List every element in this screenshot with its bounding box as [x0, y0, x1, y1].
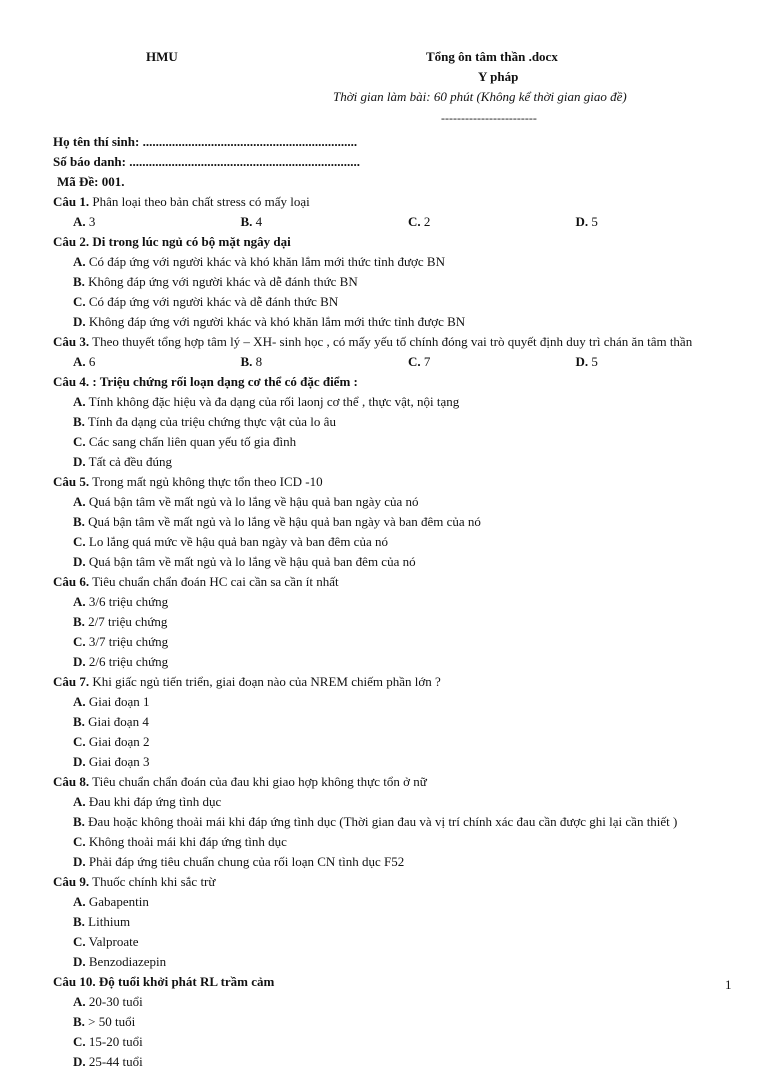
option-text: 4 [252, 214, 263, 229]
option-text: Quá bận tâm về mất ngủ và lo lắng về hậu quả ban ngày của nó [85, 494, 419, 509]
option-text: Giai đoạn 4 [84, 714, 149, 729]
option-letter: A. [73, 254, 86, 269]
option-text: 5 [588, 354, 598, 369]
option-text: 15-20 tuổi [85, 1034, 143, 1049]
question-stem [53, 372, 743, 392]
question-text: Tiêu chuẩn chẩn đoán HC cai cần sa cần ít nhất [89, 574, 339, 589]
option-letter: B. [73, 714, 85, 729]
option-letter: D. [73, 754, 86, 769]
question-stem [53, 332, 743, 352]
question-number: Câu 3. [53, 334, 90, 349]
option-letter: C. [73, 434, 86, 449]
option-text: Tính không đặc hiệu và đa dạng của rối laonj cơ thể , thực vật, nội tạng [85, 394, 460, 409]
option-text: Tính đa dạng của triệu chứng thực vật của lo âu [84, 414, 336, 429]
answer-option-a [73, 592, 411, 612]
option-letter: A. [73, 794, 86, 809]
option-text: Các sang chấn liên quan yếu tố gia đình [85, 434, 297, 449]
answer-option-c [73, 532, 743, 552]
question-9 [53, 872, 743, 972]
header-divider: ------------------------ [441, 111, 537, 125]
question-6 [53, 572, 743, 672]
option-text: Lo lắng quá mức về hậu quả ban ngày và ban đêm của nó [85, 534, 388, 549]
question-number: Câu 8. [53, 774, 90, 789]
option-text: 8 [252, 354, 263, 369]
option-text: Quá bận tâm về mất ngủ và lo lắng về hậu quả ban ngày và ban đêm của nó [84, 514, 481, 529]
option-letter: B. [73, 414, 85, 429]
option-letter: C. [73, 534, 86, 549]
answer-option-d [576, 352, 744, 372]
answer-options [53, 492, 743, 572]
answer-option-b [73, 272, 743, 292]
question-stem [53, 672, 743, 692]
option-letter: C. [408, 214, 421, 229]
answer-option-d [73, 552, 743, 572]
answer-option-d [73, 452, 743, 472]
answer-options [53, 692, 743, 772]
answer-option-d [73, 1052, 411, 1072]
option-text: 6 [85, 354, 96, 369]
option-letter: A. [73, 694, 86, 709]
question-number: Câu 5. [53, 474, 90, 489]
answer-options [53, 392, 743, 472]
question-stem [53, 572, 743, 592]
answer-option-b [73, 612, 411, 632]
answer-option-a [73, 392, 743, 412]
answer-option-d [73, 852, 743, 872]
question-2 [53, 232, 743, 332]
option-text: > 50 tuổi [84, 1014, 136, 1029]
question-number: Câu 2. [53, 234, 90, 249]
answer-option-a [73, 352, 241, 372]
answer-option-d [73, 652, 411, 672]
answer-option-c [73, 1032, 411, 1052]
answer-options [53, 992, 743, 1072]
answer-options [53, 792, 743, 872]
option-letter: C. [408, 354, 421, 369]
option-letter: A. [73, 894, 86, 909]
option-letter: B. [73, 614, 85, 629]
option-letter: D. [575, 214, 589, 229]
answer-option-b [73, 512, 743, 532]
question-text: Thuốc chính khi sắc trừ [89, 874, 216, 889]
question-number: Câu 1. [53, 194, 90, 209]
option-text: Benzodiazepin [85, 954, 167, 969]
option-letter: C. [73, 634, 86, 649]
option-letter: A. [73, 214, 86, 229]
answer-option-b [73, 912, 411, 932]
option-text: Có đáp ứng với người khác và dễ đánh thức BN [85, 294, 339, 309]
question-number: Câu 4. [53, 374, 90, 389]
option-letter: A. [73, 594, 86, 609]
question-text: Phân loại theo bản chất stress có mấy loại [89, 194, 310, 209]
answer-option-d [576, 212, 744, 232]
answer-option-b [73, 712, 411, 732]
option-letter: D. [73, 1054, 86, 1069]
option-text: 2/7 triệu chứng [84, 614, 168, 629]
option-letter: D. [73, 854, 86, 869]
question-list [53, 192, 743, 1072]
option-letter: C. [73, 734, 86, 749]
option-text: Lithium [84, 914, 131, 929]
option-letter: B. [73, 274, 85, 289]
answer-option-c [408, 212, 576, 232]
option-text: 3/7 triệu chứng [85, 634, 169, 649]
option-letter: A. [73, 494, 86, 509]
question-text: Theo thuyết tổng hợp tâm lý – XH- sinh học , có mấy yếu tố chính đóng vai trò quyết định duy trì chán ăn tâm thần [89, 334, 693, 349]
option-letter: B. [73, 814, 85, 829]
option-letter: D. [73, 954, 86, 969]
answer-option-a [73, 492, 743, 512]
option-text: 20-30 tuổi [85, 994, 143, 1009]
question-text: Di trong lúc ngủ có bộ mặt ngây dại [89, 234, 291, 249]
answer-option-c [73, 932, 411, 952]
option-text: Phải đáp ứng tiêu chuẩn chung của rối loạn CN tình dục F52 [85, 854, 405, 869]
question-1 [53, 192, 743, 232]
answer-options [53, 352, 743, 372]
option-text: 5 [588, 214, 598, 229]
question-number: Câu 9. [53, 874, 90, 889]
option-letter: D. [73, 454, 86, 469]
question-text: Tiêu chuẩn chẩn đoán của đau khi giao hợp không thực tổn ở nữ [89, 774, 427, 789]
question-text: Trong mất ngủ không thực tổn theo ICD -10 [89, 474, 323, 489]
answer-option-c [73, 632, 411, 652]
option-text: Không thoải mái khi đáp ứng tình dục [85, 834, 287, 849]
answer-options [53, 892, 743, 972]
option-letter: D. [73, 314, 86, 329]
answer-option-a [73, 692, 411, 712]
option-text: Đau hoặc không thoải mái khi đáp ứng tình dục (Thời gian đau và vị trí chính xác đau cần được ghi lại cần thiết ) [84, 814, 678, 829]
option-letter: C. [73, 934, 86, 949]
question-text: : Triệu chứng rối loạn dạng cơ thể có đặc điểm : [89, 374, 358, 389]
option-text: 7 [420, 354, 431, 369]
answer-options [53, 592, 743, 672]
option-text: Không đáp ứng với người khác và dễ đánh thức BN [84, 274, 358, 289]
answer-option-a [73, 252, 743, 272]
question-stem [53, 472, 743, 492]
option-letter: A. [73, 354, 86, 369]
answer-option-c [73, 732, 411, 752]
question-7 [53, 672, 743, 772]
option-letter: B. [73, 514, 85, 529]
question-stem [53, 872, 743, 892]
option-text: 2/6 triệu chứng [85, 654, 169, 669]
option-letter: A. [73, 394, 86, 409]
question-stem [53, 192, 743, 212]
answer-option-d [73, 752, 411, 772]
question-number: Câu 7. [53, 674, 90, 689]
question-10 [53, 972, 743, 1072]
option-text: 25-44 tuổi [85, 1054, 143, 1069]
school-name: HMU [146, 49, 178, 64]
option-text: 3 [85, 214, 96, 229]
option-letter: B. [240, 214, 253, 229]
page-number: 1 [725, 977, 732, 992]
option-text: Tất cả đều đúng [85, 454, 173, 469]
option-text: Đau khi đáp ứng tình dục [85, 794, 222, 809]
option-letter: D. [575, 354, 589, 369]
question-3 [53, 332, 743, 372]
option-letter: C. [73, 834, 86, 849]
document-title: Tổng ôn tâm thần .docx [426, 49, 558, 64]
answer-option-a [73, 892, 411, 912]
answer-option-a [73, 992, 411, 1012]
question-number: Câu 6. [53, 574, 90, 589]
time-note: Thời gian làm bài: 60 phút (Không kể thời gian giao đề) [333, 89, 627, 104]
option-text: Giai đoạn 2 [85, 734, 150, 749]
answer-option-d [73, 312, 743, 332]
answer-option-c [73, 832, 743, 852]
answer-option-b [73, 812, 743, 832]
answer-option-c [408, 352, 576, 372]
answer-option-d [73, 952, 411, 972]
option-text: Valproate [85, 934, 139, 949]
option-letter: C. [73, 294, 86, 309]
answer-option-b [73, 412, 743, 432]
option-text: Quá bận tâm về mất ngủ và lo lắng về hậu quả ban đêm của nó [85, 554, 416, 569]
option-text: Giai đoạn 3 [85, 754, 150, 769]
question-number: Câu 10. [53, 974, 96, 989]
option-text: 2 [420, 214, 431, 229]
answer-options [53, 212, 743, 232]
option-letter: A. [73, 994, 86, 1009]
option-letter: B. [240, 354, 253, 369]
student-name-line: Họ tên thí sinh: .................................................................. [53, 134, 358, 149]
option-text: 3/6 triệu chứng [85, 594, 169, 609]
question-5 [53, 472, 743, 572]
option-text: Có đáp ứng với người khác và khó khăn lắm mới thức tỉnh được BN [85, 254, 445, 269]
answer-option-a [73, 792, 743, 812]
answer-option-b [241, 212, 409, 232]
answer-option-c [73, 432, 743, 452]
option-letter: B. [73, 914, 85, 929]
question-stem [53, 232, 743, 252]
question-4 [53, 372, 743, 472]
question-text: Khi giấc ngủ tiến triển, giai đoạn nào của NREM chiếm phần lớn ? [89, 674, 441, 689]
answer-option-c [73, 292, 743, 312]
option-text: Gabapentin [85, 894, 149, 909]
option-letter: D. [73, 554, 86, 569]
student-id-line: Số báo danh: ....................................................................... [53, 154, 360, 169]
question-text: Độ tuổi khởi phát RL trầm cảm [95, 974, 275, 989]
option-text: Không đáp ứng với người khác và khó khăn lắm mới thức tỉnh được BN [85, 314, 466, 329]
exam-code: Mã Đề: 001. [57, 174, 125, 189]
question-stem [53, 772, 743, 792]
option-text: Giai đoạn 1 [85, 694, 150, 709]
question-8 [53, 772, 743, 872]
subject-title: Y pháp [478, 69, 519, 84]
option-letter: D. [73, 654, 86, 669]
answer-option-a [73, 212, 241, 232]
answer-option-b [241, 352, 409, 372]
answer-option-b [73, 1012, 411, 1032]
option-letter: B. [73, 1014, 85, 1029]
option-letter: C. [73, 1034, 86, 1049]
answer-options [53, 252, 743, 332]
question-stem [53, 972, 743, 992]
